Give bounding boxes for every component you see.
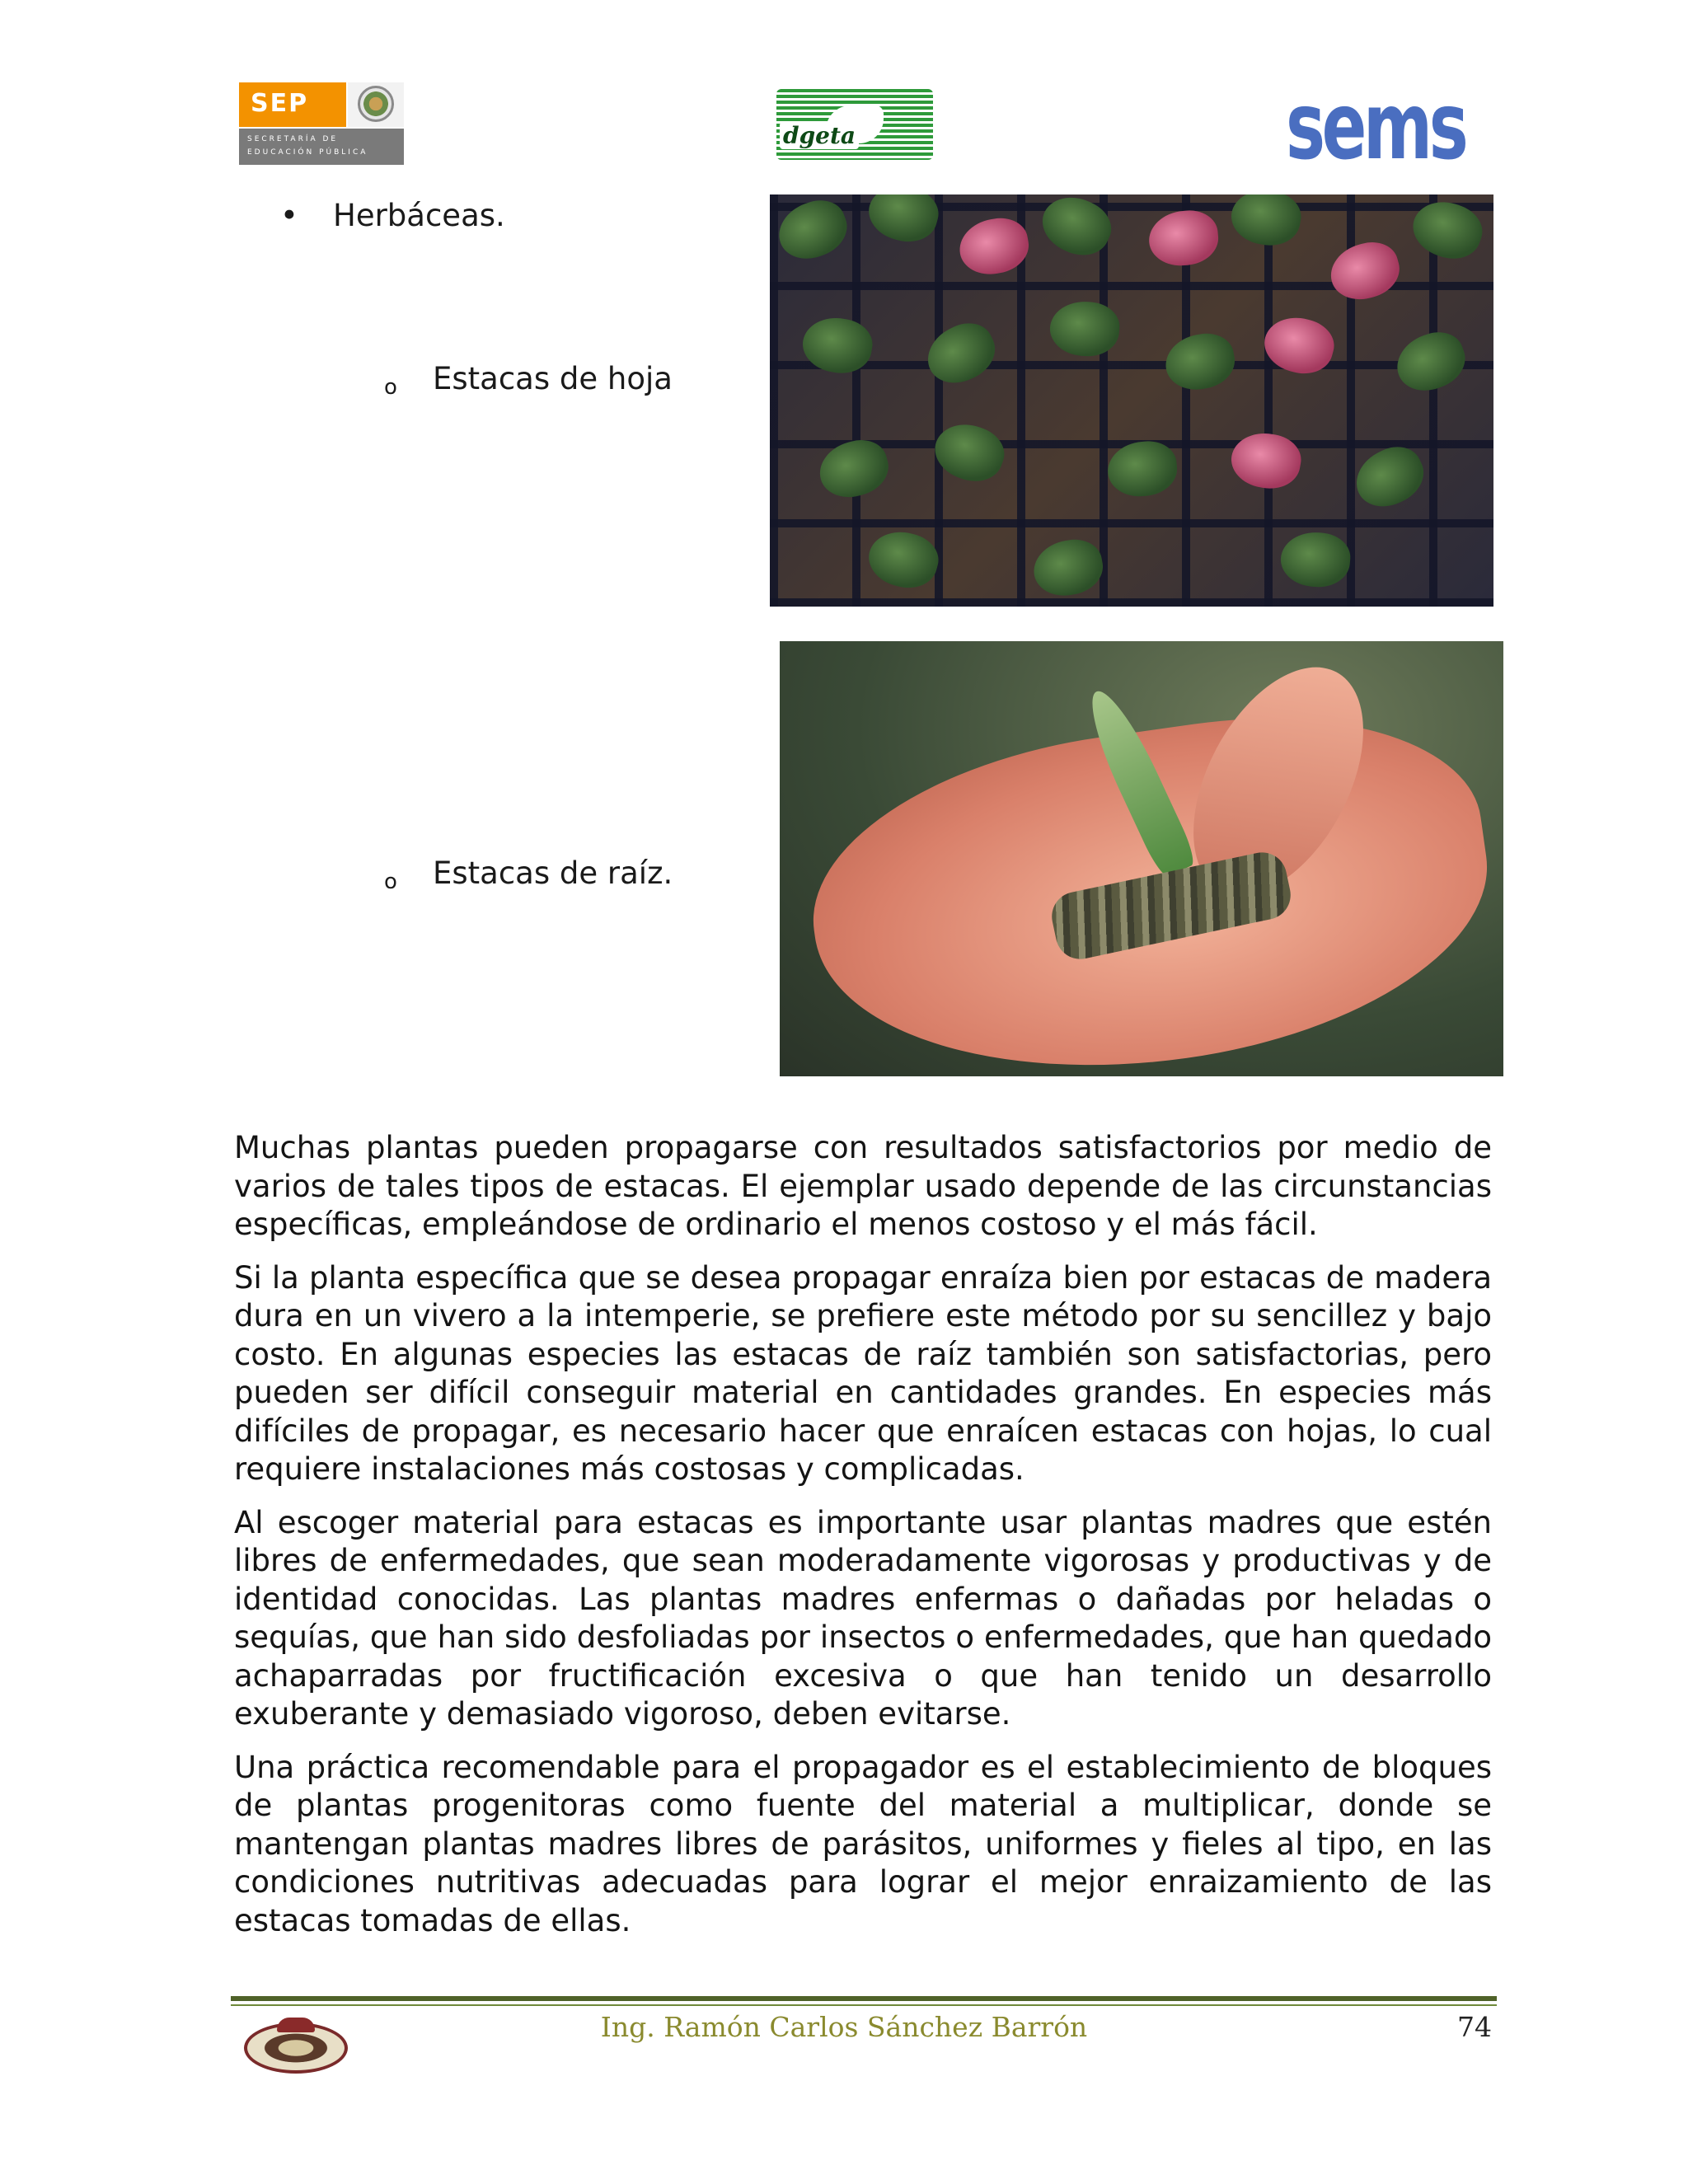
paragraph: Si la planta específica que se desea propagar enraíza bien por estacas de madera dura en un vivero a la intemperie, se prefiere este método por su sencillez y bajo costo. En algunas especies las estacas de raíz también son satisfactorias, pero pueden ser difícil conseguir material en cantidades grandes. En especies más difíciles de propagar, es necesario hacer que enraícen estacas con hojas, lo cual requiere instalaciones más costosas y complicadas.	[234, 1259, 1492, 1487]
sep-logo-text: SEP	[251, 89, 309, 118]
sep-seal	[348, 82, 404, 127]
leaf	[955, 213, 1033, 279]
leaf	[1161, 329, 1239, 395]
sep-logo-subtitle-block	[239, 129, 404, 165]
leaf	[771, 194, 855, 267]
leaf	[1029, 535, 1107, 601]
body-text	[234, 1129, 1492, 1955]
leaf	[814, 434, 894, 504]
dgeta-logo-text: dgeta	[780, 122, 859, 149]
national-seal-icon	[358, 86, 394, 122]
footer-rule	[231, 1996, 1497, 2001]
sub-item-estacas-de-hoja: Estacas de hoja	[433, 361, 673, 396]
bullet-icon: •	[280, 198, 298, 233]
leaf	[863, 194, 944, 249]
leaf-cuttings-photo	[770, 194, 1493, 607]
leaf	[1325, 236, 1405, 306]
leaf	[1278, 529, 1352, 589]
leaf	[1347, 438, 1432, 516]
leaf	[1034, 194, 1119, 265]
sub-item-estacas-de-raiz: Estacas de raíz.	[433, 855, 673, 891]
paragraph: Al escoger material para estacas es importante usar plantas madres que estén libres de enfermedades, que sean moderadamente vigorosas y productivas y de identidad conocidas. Las plantas madres enfermas o dañadas por heladas o sequías, que han sido desfoliadas por insectos o enfermedades, que han quedado achaparradas por fructificación excesiva o que han tenido un desarrollo exuberante y demasiado vigoroso, deben evitarse.	[234, 1504, 1492, 1732]
sep-logo	[239, 82, 404, 165]
sep-logo-subtitle-line2: EDUCACIÓN PÚBLICA	[247, 148, 368, 157]
leaf	[1227, 194, 1305, 251]
leaf	[1105, 438, 1179, 499]
leaf	[1389, 325, 1473, 400]
paragraph: Una práctica recomendable para el propagador es el establecimiento de bloques de plantas progenitoras como fuente del material a multiplicar, donde se mantengan plantas madres libres de parásitos, uniformes y fieles al tipo, en las condiciones nutritivas adecuadas para lograr el mejor enraizamiento de las estacas tomadas de ellas.	[234, 1749, 1492, 1938]
leaf	[927, 415, 1011, 490]
footer-author: Ing. Ramón Carlos Sánchez Barrón	[600, 2011, 1088, 2043]
leaf	[863, 524, 944, 594]
leaf	[1259, 310, 1339, 380]
sep-logo-subtitle-line1: SECRETARÍA DE	[247, 135, 339, 143]
dgeta-logo	[776, 89, 933, 160]
root-cutting-photo	[780, 641, 1503, 1076]
list-item-herbaceas: Herbáceas.	[333, 198, 505, 233]
leaf	[1048, 298, 1121, 359]
leaf	[918, 314, 1004, 392]
leaf	[1146, 208, 1220, 268]
sub-bullet-icon: o	[384, 869, 397, 894]
leaf	[1227, 428, 1305, 494]
footer-rule-thin	[231, 2004, 1497, 2006]
leaf	[799, 312, 876, 378]
paragraph: Muchas plantas pueden propagarse con resultados satisfactorios por medio de varios de tales tipos de estacas. El ejemplar usado depende de las circunstancias específicas, empleándose de ordinario el menos costoso y el más fácil.	[234, 1130, 1492, 1242]
leaf	[1405, 194, 1489, 267]
page-number: 74	[1457, 2011, 1492, 2043]
sep-logo-orange-block	[239, 82, 346, 127]
sub-bullet-icon: o	[384, 375, 397, 400]
sems-logo: sems	[1286, 73, 1465, 180]
